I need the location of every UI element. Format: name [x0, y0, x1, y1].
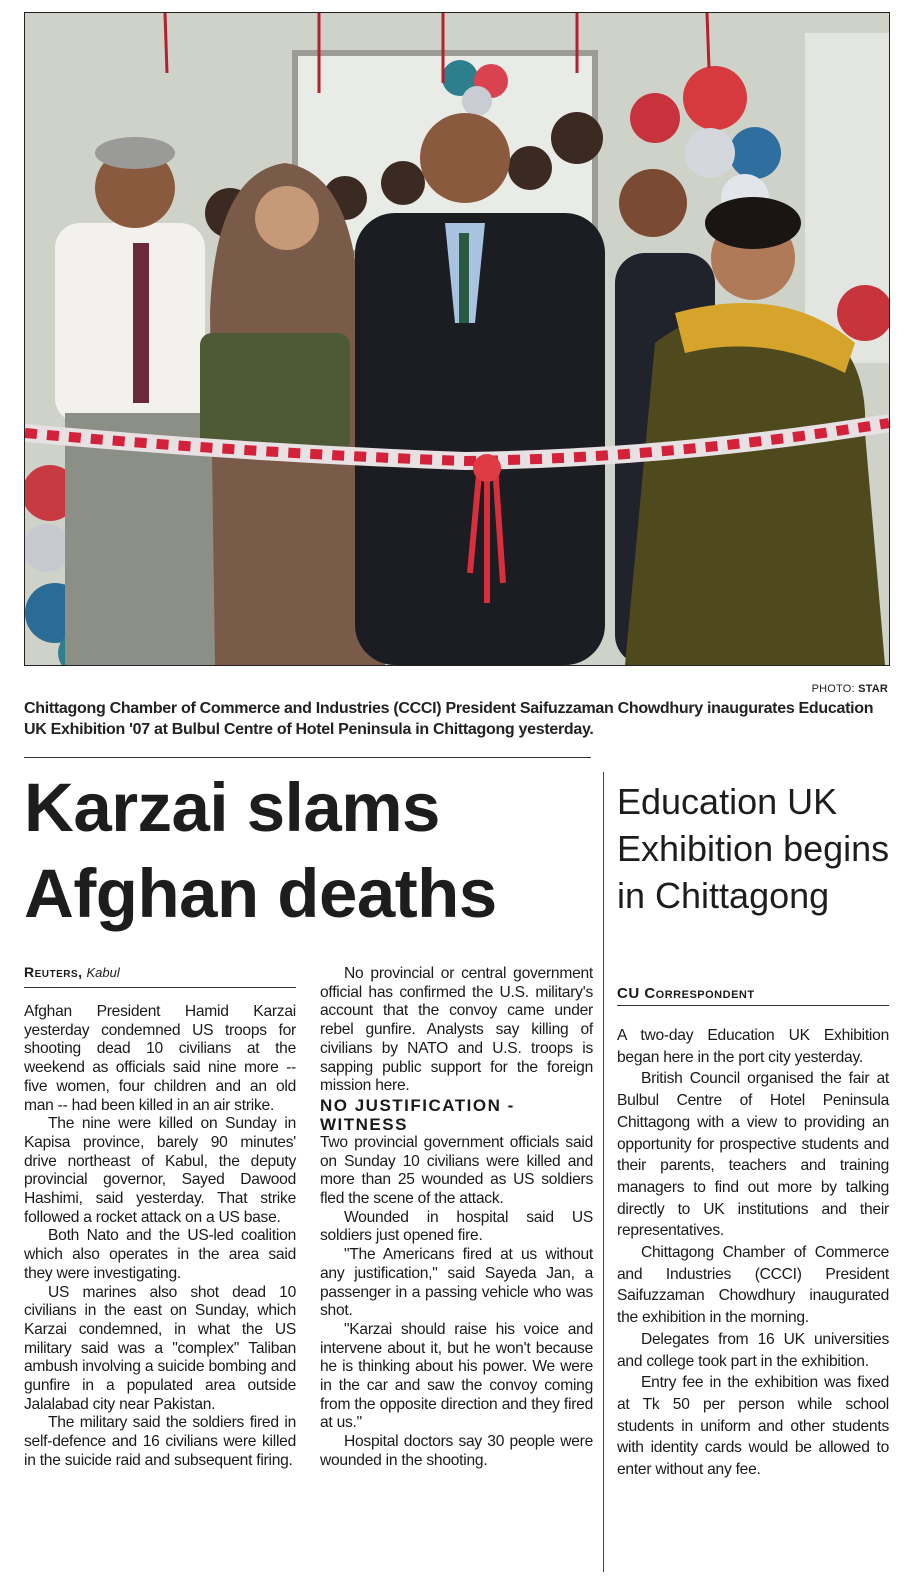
paragraph: Afghan President Hamid Karzai yesterday condemned US troops for shooting dead 10 civilians at the weekend as officials said nine more -- five women, four children and an old man -- had been killed in an air strike. — [24, 1003, 296, 1114]
main-story-column-1 — [24, 1003, 296, 1471]
side-story-column — [617, 1025, 889, 1481]
byline-agency: Reuters, — [24, 964, 83, 980]
main-story-column-2 — [320, 965, 593, 1471]
byline-place: Kabul — [86, 965, 120, 980]
paragraph: British Council organised the fair at Bulbul Centre of Hotel Peninsula Chittagong with a view to providing an opportunity for prospective students and their parents, teachers and training managers to find out more by talking directly to UK institutions and their representatives. — [617, 1070, 889, 1240]
main-byline — [24, 964, 120, 980]
paragraph: Both Nato and the US-led coalition which also operates in the area said they were investigating. — [24, 1227, 296, 1282]
byline-rule — [24, 987, 296, 988]
paragraph: Hospital doctors say 30 people were wounded in the shooting. — [320, 1433, 593, 1469]
side-byline: CU Correspondent — [617, 985, 755, 1002]
paragraph: "The Americans fired at us without any justification," said Sayeda Jan, a passenger in a passing vehicle who was shot. — [320, 1246, 593, 1320]
news-photo — [24, 12, 890, 666]
photo-credit: PHOTO: STAR — [811, 683, 888, 695]
side-byline-rule — [617, 1005, 889, 1006]
divider-rule — [24, 757, 591, 758]
paragraph: Entry fee in the exhibition was fixed at Tk 50 per person while school students in uniform and other students with identity cards would be allowed to enter without any fee. — [617, 1374, 889, 1479]
paragraph: No provincial or central government official has confirmed the U.S. military's account that the convoy came under rebel gunfire. Analysts say killing of civilians by NATO and U.S. troops is sapping public support for the foreign mission here. — [320, 965, 593, 1095]
paragraph: The nine were killed on Sunday in Kapisa province, barely 90 minutes' drive northeast of Kabul, the deputy provincial governor, Sayed Dawood Hashimi, said yesterday. That strike followed a rocket attack on a US base. — [24, 1115, 296, 1226]
paragraph: Two provincial government officials said on Sunday 10 civilians were killed and more than 25 wounded as US soldiers fled the scene of the attack. — [320, 1133, 593, 1208]
paragraph: Wounded in hospital said US soldiers just opened fire. — [320, 1208, 593, 1245]
subheading: NO JUSTIFICATION - WITNESS — [320, 1095, 515, 1134]
paragraph: The military said the soldiers fired in self-defence and 16 civilians were killed in the suicide raid and subsequent firing. — [24, 1414, 296, 1469]
paragraph: Chittagong Chamber of Commerce and Industries (CCCI) President Saifuzzaman Chowdhury inaugurated the exhibition in the morning. — [617, 1244, 889, 1327]
ribbon-cutting-photo — [25, 13, 889, 665]
side-headline: Education UK Exhibition begins in Chittagong — [617, 781, 890, 916]
main-headline: Karzai slams Afghan deaths — [24, 769, 497, 932]
paragraph: US marines also shot dead 10 civilians in the east on Sunday, which Karzai condemned, in what the US military said was a "complex" Taliban ambush involving a suicide bombing and gunfire in a populated area outside Jalalabad city near Pakistan. — [24, 1283, 296, 1413]
paragraph: A two-day Education UK Exhibition began here in the port city yesterday. — [617, 1027, 889, 1066]
paragraph: Delegates from 16 UK universities and college took part in the exhibition. — [617, 1330, 889, 1370]
photo-caption: Chittagong Chamber of Commerce and Industries (CCCI) President Saifuzzaman Chowdhury inaugurates Education UK Exhibition '07 at Bulbul Centre of Hotel Peninsula in Chittagong yesterday. — [24, 700, 874, 738]
paragraph: "Karzai should raise his voice and intervene about it, but he won't because he is thinking about his power. We were in the car and saw the convoy coming from the opposite direction and they fired at us." — [320, 1320, 593, 1432]
